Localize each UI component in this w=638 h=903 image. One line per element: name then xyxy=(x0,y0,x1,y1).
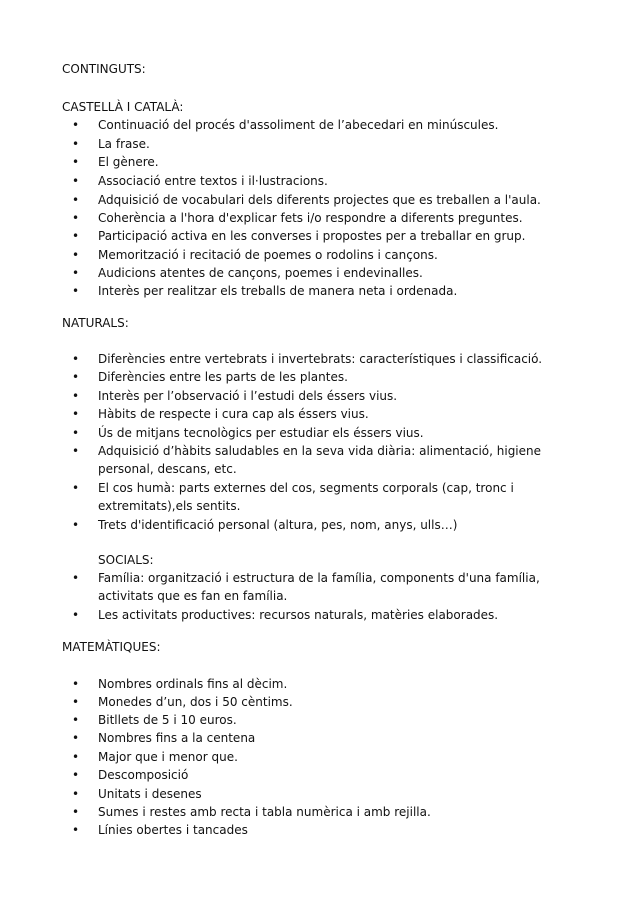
bullet-icon: • xyxy=(72,444,80,458)
list-item-text: Associació entre textos i il·lustracions. xyxy=(98,174,328,188)
list-item-text: Monedes d’un, dos i 50 cèntims. xyxy=(98,695,293,709)
list-item-text: Trets d'identificació personal (altura, pes, nom, anys, ulls…) xyxy=(98,518,458,532)
section-heading-socials: SOCIALS: xyxy=(98,553,154,567)
bullet-icon: • xyxy=(72,352,80,366)
list-item-text: Interès per l’observació i l’estudi dels éssers vius. xyxy=(98,389,398,403)
list-item-text: Coherència a l'hora d'explicar fets i/o respondre a diferents preguntes. xyxy=(98,211,523,225)
bullet-icon: • xyxy=(72,481,80,495)
bullet-icon: • xyxy=(72,370,80,384)
bullet-icon: • xyxy=(72,677,80,691)
bullet-icon: • xyxy=(72,284,80,298)
list-item-text: Audicions atentes de cançons, poemes i endevinalles. xyxy=(98,266,423,280)
bullet-icon: • xyxy=(72,805,80,819)
list-item-text: Participació activa en les converses i propostes per a treballar en grup. xyxy=(98,229,526,243)
list-item-text: Hàbits de respecte i cura cap als éssers vius. xyxy=(98,407,369,421)
list-item-text: Unitats i desenes xyxy=(98,787,202,801)
bullet-icon: • xyxy=(72,823,80,837)
list-item-text: Sumes i restes amb recta i tabla numèrica i amb rejilla. xyxy=(98,805,431,819)
bullet-icon: • xyxy=(72,750,80,764)
list-item-text: La frase. xyxy=(98,137,150,151)
list-item-text: Nombres fins a la centena xyxy=(98,731,256,745)
list-item-text: Bitllets de 5 i 10 euros. xyxy=(98,713,237,727)
list-item-text: extremitats),els sentits. xyxy=(98,499,241,513)
list-item-text: Nombres ordinals fins al dècim. xyxy=(98,677,288,691)
bullet-icon: • xyxy=(72,407,80,421)
list-item-text: Ús de mitjans tecnològics per estudiar els éssers vius. xyxy=(98,426,424,440)
list-item-text: Diferències entre les parts de les plantes. xyxy=(98,370,348,384)
section-heading-castella: CASTELLÀ I CATALÀ: xyxy=(62,100,184,114)
bullet-icon: • xyxy=(72,787,80,801)
bullet-icon: • xyxy=(72,248,80,262)
bullet-icon: • xyxy=(72,389,80,403)
section-heading-matematiques: MATEMÀTIQUES: xyxy=(62,640,161,654)
list-item-text: El gènere. xyxy=(98,155,159,169)
bullet-icon: • xyxy=(72,426,80,440)
bullet-icon: • xyxy=(72,713,80,727)
bullet-icon: • xyxy=(72,266,80,280)
list-item-text: activitats que es fan en família. xyxy=(98,589,288,603)
bullet-icon: • xyxy=(72,518,80,532)
bullet-icon: • xyxy=(72,155,80,169)
list-item-text: Diferències entre vertebrats i invertebrats: característiques i classificació. xyxy=(98,352,543,366)
bullet-icon: • xyxy=(72,193,80,207)
list-item-text: Descomposició xyxy=(98,768,189,782)
list-item-text: Major que i menor que. xyxy=(98,750,238,764)
list-item-text: Família: organització i estructura de la família, components d'una família, xyxy=(98,571,540,585)
list-item-text: Línies obertes i tancades xyxy=(98,823,248,837)
list-item-text: Interès per realitzar els treballs de manera neta i ordenada. xyxy=(98,284,458,298)
bullet-icon: • xyxy=(72,768,80,782)
list-item-text: Les activitats productives: recursos naturals, matèries elaborades. xyxy=(98,608,499,622)
section-heading-naturals: NATURALS: xyxy=(62,316,129,330)
bullet-icon: • xyxy=(72,695,80,709)
bullet-icon: • xyxy=(72,211,80,225)
bullet-icon: • xyxy=(72,137,80,151)
bullet-icon: • xyxy=(72,229,80,243)
list-item-text: Adquisició d’hàbits saludables en la seva vida diària: alimentació, higiene xyxy=(98,444,542,458)
bullet-icon: • xyxy=(72,174,80,188)
bullet-icon: • xyxy=(72,118,80,132)
bullet-icon: • xyxy=(72,608,80,622)
list-item-text: El cos humà: parts externes del cos, segments corporals (cap, tronc i xyxy=(98,481,514,495)
document-title: CONTINGUTS: xyxy=(62,62,146,76)
bullet-icon: • xyxy=(72,731,80,745)
list-item-text: personal, descans, etc. xyxy=(98,462,237,476)
list-item-text: Memorització i recitació de poemes o rodolins i cançons. xyxy=(98,248,438,262)
bullet-icon: • xyxy=(72,571,80,585)
list-item-text: Adquisició de vocabulari dels diferents projectes que es treballen a l'aula. xyxy=(98,193,541,207)
list-item-text: Continuació del procés d'assoliment de l’abecedari en minúscules. xyxy=(98,118,499,132)
